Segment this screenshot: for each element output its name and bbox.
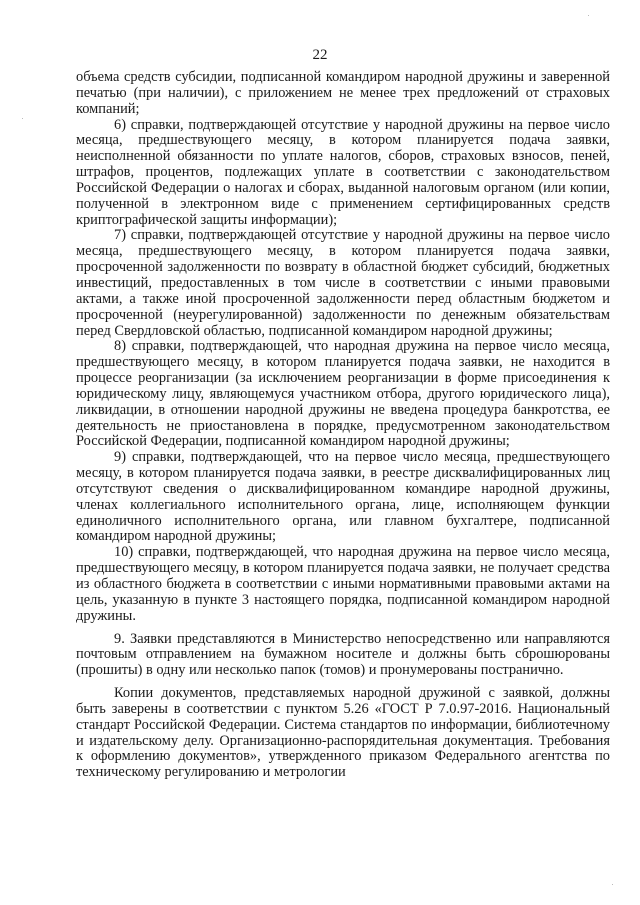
scan-speck — [588, 15, 589, 16]
paragraph-item-6: 6) справки, подтверждающей отсутствие у народной дружины на первое число месяца, предшествующего месяцу, в котором планируется подача заявки, неисполненной обязанности по уплате налогов, сборов, страховых взносов, пеней, штрафов, процентов, подлежащих уплате в соответствии с законодательством Российской Федерации о налогах и сборах, выданной налоговым органом (или копии, полученной в электронном виде с применением сертифицированных средств криптографической защиты информации); — [76, 116, 610, 228]
paragraph-item-9: 9) справки, подтверждающей, что на первое число месяца, предшествующего месяцу, в котором планируется подача заявки, в реестре дисквалифицированных лиц отсутствуют сведения о дисквалифицированном командире народной дружины, членах коллегиального исполнительного органа, лице, исполняющем функции единоличного исполнительного органа, или главном бухгалтере, подписанной командиром народной дружины; — [76, 449, 610, 545]
scan-speck — [612, 884, 613, 885]
document-body — [76, 70, 610, 781]
page-number: 22 — [312, 47, 328, 63]
paragraph-copies: Копии документов, представляемых народной дружиной с заявкой, должны быть заверены в соответствии с пунктом 5.26 «ГОСТ Р 7.0.97-2016. Национальный стандарт Российской Федерации. Система стандартов по информации, библиотечному и издательскому делу. Организационно-распорядительная документация. Требования к оформлению документов», утвержденного приказом Федерального агентства по техническому регулированию и метрологии — [76, 685, 610, 781]
paragraph-continuation: объема средств субсидии, подписанной командиром народной дружины и заверенной печатью (при наличии), с приложением не менее трех предложений от страховых компаний; — [76, 69, 610, 117]
paragraph-item-10: 10) справки, подтверждающей, что народная дружина на первое число месяца, предшествующего месяцу, в котором планируется подача заявки, не получает средства из областного бюджета в соответствии с иными нормативными правовыми актами на цель, указанную в пункте 3 настоящего порядка, подписанной командиром народной дружины. — [76, 544, 610, 624]
scan-speck — [22, 118, 23, 119]
paragraph-item-8: 8) справки, подтверждающей, что народная дружина на первое число месяца, предшествующего месяцу, в котором планируется подача заявки, не находится в процессе реорганизации (за исключением реорганизации в форме присоединения к юридическому лицу, являющемуся участником отбора, другого юридического лица), ликвидации, в отношении народной дружины не введена процедура банкротства, ее деятельность не приостановлена в порядке, предусмотренном законодательством Российской Федерации, подписанной командиром народной дружины; — [76, 338, 610, 450]
paragraph-item-7: 7) справки, подтверждающей отсутствие у народной дружины на первое число месяца, предшествующего месяцу, в котором планируется подача заявки, просроченной задолженности по возврату в областной бюджет субсидий, бюджетных инвестиций, предоставленных в том числе в соответствии с иными правовыми актами, а также иной просроченной задолженности перед областным бюджетом и просроченной (неурегулированной) задолженности по денежным обязательствам перед Свердловской областью, подписанной командиром народной дружины; — [76, 227, 610, 339]
paragraph-clause-9: 9. Заявки представляются в Министерство непосредственно или направляются почтовым отправлением на бумажном носителе и должны быть сброшюрованы (прошиты) в одну или несколько папок (томов) и пронумерованы постранично. — [76, 630, 610, 679]
